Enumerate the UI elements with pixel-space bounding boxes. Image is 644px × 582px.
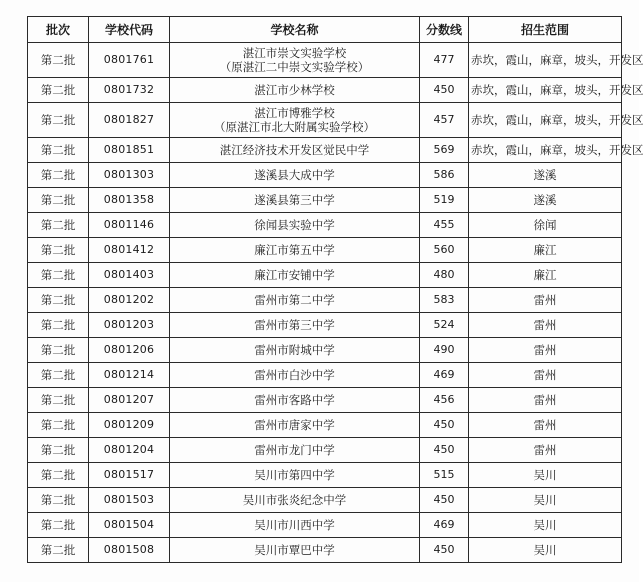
- cell-school-name: [170, 338, 420, 363]
- table-row: [28, 263, 622, 288]
- school-name-line: 雷州市龙门中学: [254, 443, 335, 457]
- school-name-line: 雷州市第二中学: [254, 293, 335, 307]
- school-name-line: 吴川市第四中学: [254, 468, 335, 482]
- cell-batch: 第二批: [28, 163, 89, 188]
- table-row: [28, 438, 622, 463]
- cell-enrollment-range: 赤坎，霞山，麻章，坡头，开发区: [469, 78, 622, 103]
- cell-school-code: 0801851: [89, 138, 170, 163]
- table-row: [28, 338, 622, 363]
- cell-batch: 第二批: [28, 363, 89, 388]
- school-former-name-line: （原湛江市北大附属实验学校）: [214, 120, 375, 134]
- cell-school-name: [170, 513, 420, 538]
- cell-enrollment-range: 赤坎，霞山，麻章，坡头，开发区: [469, 103, 622, 138]
- cell-enrollment-range: 雷州: [469, 388, 622, 413]
- cell-score-line: 524: [420, 313, 469, 338]
- cell-enrollment-range: 雷州: [469, 288, 622, 313]
- cell-score-line: 560: [420, 238, 469, 263]
- cell-enrollment-range: 雷州: [469, 338, 622, 363]
- cell-score-line: 490: [420, 338, 469, 363]
- cell-school-code: 0801303: [89, 163, 170, 188]
- cell-batch: 第二批: [28, 238, 89, 263]
- school-name-line: 吴川市张炎纪念中学: [242, 493, 347, 507]
- school-name-line: 雷州市唐家中学: [254, 418, 335, 432]
- school-name-line: 廉江市安铺中学: [254, 268, 335, 282]
- cell-enrollment-range: 雷州: [469, 438, 622, 463]
- cell-score-line: 450: [420, 78, 469, 103]
- school-name-line: 遂溪县大成中学: [254, 168, 335, 182]
- cell-enrollment-range: 廉江: [469, 238, 622, 263]
- cell-enrollment-range: 赤坎，霞山，麻章，坡头，开发区: [469, 138, 622, 163]
- cell-school-name: [170, 213, 420, 238]
- cell-enrollment-range: 吴川: [469, 463, 622, 488]
- cell-enrollment-range: 雷州: [469, 413, 622, 438]
- cell-score-line: 450: [420, 413, 469, 438]
- cell-school-code: 0801503: [89, 488, 170, 513]
- cell-enrollment-range: 徐闻: [469, 213, 622, 238]
- school-name-line: 雷州市白沙中学: [254, 368, 335, 382]
- cell-enrollment-range: 吴川: [469, 488, 622, 513]
- cell-school-code: 0801412: [89, 238, 170, 263]
- school-name-line: 徐闻县实验中学: [254, 218, 335, 232]
- table-row: [28, 513, 622, 538]
- cell-score-line: 477: [420, 43, 469, 78]
- table-row: [28, 388, 622, 413]
- school-name-line: 湛江经济技术开发区觉民中学: [219, 143, 370, 157]
- table-row: [28, 463, 622, 488]
- cell-score-line: 450: [420, 438, 469, 463]
- school-name-line: 湛江市崇文实验学校: [242, 46, 347, 60]
- school-former-name-line: （原湛江二中崇文实验学校）: [219, 60, 370, 74]
- table-row: [28, 103, 622, 138]
- school-name-line: 雷州市附城中学: [254, 343, 335, 357]
- cell-school-name: [170, 313, 420, 338]
- cell-school-code: 0801358: [89, 188, 170, 213]
- cell-school-name: [170, 163, 420, 188]
- cell-score-line: 569: [420, 138, 469, 163]
- cell-school-code: 0801207: [89, 388, 170, 413]
- school-name-line: 雷州市第三中学: [254, 318, 335, 332]
- cell-batch: 第二批: [28, 188, 89, 213]
- cell-enrollment-range: 雷州: [469, 363, 622, 388]
- cell-batch: 第二批: [28, 538, 89, 563]
- cell-batch: 第二批: [28, 488, 89, 513]
- cell-score-line: 457: [420, 103, 469, 138]
- cell-enrollment-range: 廉江: [469, 263, 622, 288]
- cell-score-line: 450: [420, 488, 469, 513]
- cell-school-code: 0801214: [89, 363, 170, 388]
- table-row: [28, 138, 622, 163]
- cell-score-line: 519: [420, 188, 469, 213]
- cell-school-name: [170, 263, 420, 288]
- table-row: [28, 238, 622, 263]
- table-row: [28, 288, 622, 313]
- cell-school-name: [170, 463, 420, 488]
- cell-school-code: 0801504: [89, 513, 170, 538]
- cell-score-line: 480: [420, 263, 469, 288]
- table-row: [28, 413, 622, 438]
- cell-school-name: [170, 413, 420, 438]
- cell-batch: 第二批: [28, 338, 89, 363]
- cell-school-code: 0801206: [89, 338, 170, 363]
- cell-enrollment-range: 雷州: [469, 313, 622, 338]
- school-name-line: 湛江市少林学校: [254, 83, 335, 97]
- cell-school-name: [170, 488, 420, 513]
- cell-score-line: 469: [420, 513, 469, 538]
- cell-school-code: 0801203: [89, 313, 170, 338]
- table-row: [28, 188, 622, 213]
- cell-school-name: [170, 188, 420, 213]
- cell-school-name: [170, 538, 420, 563]
- cell-batch: 第二批: [28, 138, 89, 163]
- school-name-line: 湛江市博雅学校: [254, 106, 335, 120]
- cell-enrollment-range: 吴川: [469, 513, 622, 538]
- table-header: [28, 17, 622, 43]
- cell-batch: 第二批: [28, 213, 89, 238]
- cell-school-name: [170, 138, 420, 163]
- cell-school-code: 0801146: [89, 213, 170, 238]
- table-row: [28, 313, 622, 338]
- cell-enrollment-range: 赤坎，霞山，麻章，坡头，开发区: [469, 43, 622, 78]
- header-school-name: 学校名称: [170, 17, 420, 43]
- cell-school-code: 0801204: [89, 438, 170, 463]
- school-name-line: 吴川市覃巴中学: [254, 543, 335, 557]
- table-row: [28, 363, 622, 388]
- cell-school-code: 0801508: [89, 538, 170, 563]
- cell-batch: 第二批: [28, 103, 89, 138]
- cell-school-code: 0801202: [89, 288, 170, 313]
- cell-school-code: 0801732: [89, 78, 170, 103]
- cell-school-name: [170, 363, 420, 388]
- cell-batch: 第二批: [28, 463, 89, 488]
- cell-batch: 第二批: [28, 263, 89, 288]
- cell-school-name: [170, 438, 420, 463]
- cell-enrollment-range: 遂溪: [469, 163, 622, 188]
- school-name-line: 吴川市川西中学: [254, 518, 335, 532]
- table-row: [28, 78, 622, 103]
- header-score-line: 分数线: [420, 17, 469, 43]
- table-row: [28, 163, 622, 188]
- cell-school-name: [170, 43, 420, 78]
- cell-batch: 第二批: [28, 413, 89, 438]
- header-enrollment-range: 招生范围: [469, 17, 622, 43]
- cell-batch: 第二批: [28, 313, 89, 338]
- cell-batch: 第二批: [28, 288, 89, 313]
- cell-batch: 第二批: [28, 513, 89, 538]
- cell-enrollment-range: 吴川: [469, 538, 622, 563]
- header-row: [28, 17, 622, 43]
- cell-score-line: 469: [420, 363, 469, 388]
- table-row: [28, 488, 622, 513]
- cell-score-line: 583: [420, 288, 469, 313]
- cell-school-name: [170, 78, 420, 103]
- cell-school-name: [170, 103, 420, 138]
- cell-score-line: 455: [420, 213, 469, 238]
- table-row: [28, 538, 622, 563]
- table-row: [28, 213, 622, 238]
- cell-school-code: 0801761: [89, 43, 170, 78]
- cell-school-name: [170, 288, 420, 313]
- school-name-line: 遂溪县第三中学: [254, 193, 335, 207]
- header-batch: 批次: [28, 17, 89, 43]
- cell-batch: 第二批: [28, 388, 89, 413]
- cell-score-line: 450: [420, 538, 469, 563]
- cell-batch: 第二批: [28, 78, 89, 103]
- cell-school-code: 0801517: [89, 463, 170, 488]
- header-school-code: 学校代码: [89, 17, 170, 43]
- cell-school-name: [170, 388, 420, 413]
- cell-score-line: 456: [420, 388, 469, 413]
- cell-score-line: 586: [420, 163, 469, 188]
- cell-school-code: 0801827: [89, 103, 170, 138]
- cell-batch: 第二批: [28, 43, 89, 78]
- table-body: [28, 43, 644, 563]
- cell-school-code: 0801209: [89, 413, 170, 438]
- admission-score-table: [27, 16, 644, 563]
- table-row: [28, 43, 622, 78]
- school-name-line: 廉江市第五中学: [254, 243, 335, 257]
- cell-batch: 第二批: [28, 438, 89, 463]
- cell-school-name: [170, 238, 420, 263]
- cell-score-line: 515: [420, 463, 469, 488]
- cell-school-code: 0801403: [89, 263, 170, 288]
- cell-enrollment-range: 遂溪: [469, 188, 622, 213]
- school-name-line: 雷州市客路中学: [254, 393, 335, 407]
